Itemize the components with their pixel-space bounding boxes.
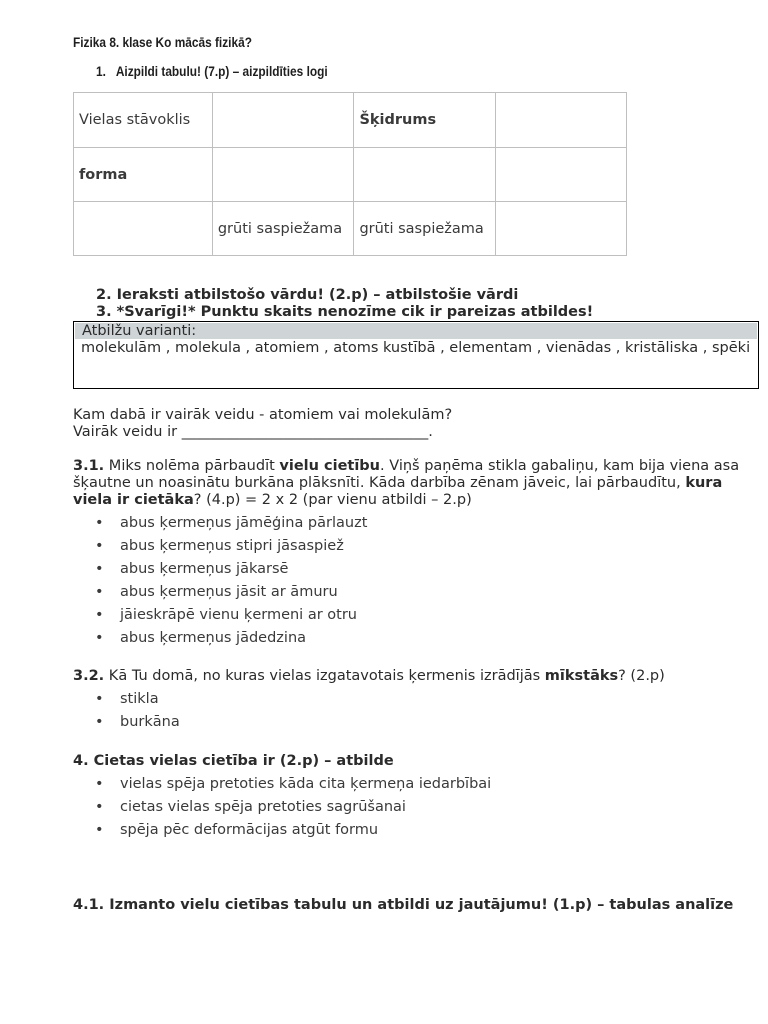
table-cell[interactable] <box>354 148 496 202</box>
table-cell[interactable] <box>496 148 627 202</box>
list-item[interactable] <box>95 822 491 845</box>
bullet-icon: • <box>95 714 104 730</box>
list-item[interactable] <box>95 691 180 714</box>
question-3-1-text: . Viņš paņēma stikla gabaliņu, kam bija viena asa šķautne un noasinātu burkāna plāksnīti. Kāda darbība zēnam jāveic, lai pārbaudītu, <box>73 458 740 491</box>
option-label: burkāna <box>120 714 180 730</box>
bullet-icon: • <box>95 561 104 577</box>
option-label: vielas spēja pretoties kāda cita ķermeņa iedarbībai <box>120 776 492 792</box>
question-3-1-text: Miks nolēma pārbaudīt <box>104 458 280 474</box>
bullet-icon: • <box>95 822 104 838</box>
table-cell[interactable] <box>496 202 627 256</box>
option-label: abus ķermeņus jādedzina <box>120 630 307 646</box>
question-3-1 <box>73 458 753 509</box>
table-cell: grūti saspiežama <box>212 202 354 256</box>
table-cell: forma <box>74 148 213 202</box>
list-item[interactable] <box>95 538 367 561</box>
answer-variants-box <box>73 321 759 389</box>
table-cell[interactable] <box>212 93 354 148</box>
list-item[interactable] <box>95 714 180 737</box>
table-cell[interactable] <box>212 148 354 202</box>
list-item[interactable] <box>95 776 491 799</box>
question-3-2-text: Kā Tu domā, no kuras vielas izgatavotais ķermenis izrādījās <box>104 668 545 684</box>
question-3-1-emphasis: kura viela ir cietāka <box>73 475 723 508</box>
question-3-2 <box>73 668 753 685</box>
bullet-icon: • <box>95 584 104 600</box>
table-row <box>74 148 627 202</box>
bullet-icon: • <box>95 630 104 646</box>
question-atoms-molecules: Kam dabā ir vairāk veidu - atomiem vai molekulām? <box>73 407 453 423</box>
table-row <box>74 93 627 148</box>
states-table <box>73 92 627 256</box>
question-3-1-number: 3.1. <box>73 458 105 474</box>
list-item[interactable] <box>95 561 367 584</box>
answer-variants-header: Atbilžu varianti: <box>75 323 757 339</box>
table-cell: Šķidrums <box>354 93 496 148</box>
table-cell[interactable] <box>74 202 213 256</box>
list-item[interactable] <box>95 607 367 630</box>
option-label: stikla <box>120 691 159 707</box>
list-item[interactable] <box>95 630 367 653</box>
option-label: abus ķermeņus jāsit ar āmuru <box>120 584 338 600</box>
question-4: 4. Cietas vielas cietība ir (2.p) – atbilde <box>73 753 394 769</box>
question-3-2-emphasis: mīkstāks <box>544 668 619 684</box>
table-row <box>74 202 627 256</box>
option-label: spēja pēc deformācijas atgūt formu <box>120 822 379 838</box>
answer-line-atoms-molecules[interactable]: Vairāk veidu ir __________________________________. <box>73 424 433 440</box>
option-label: cietas vielas spēja pretoties sagrūšanai <box>120 799 406 815</box>
bullet-icon: • <box>95 515 104 531</box>
list-item[interactable] <box>95 799 491 822</box>
table-cell[interactable] <box>496 93 627 148</box>
question-1 <box>96 64 328 79</box>
bullet-icon: • <box>95 538 104 554</box>
question-3-2-number: 3.2. <box>73 668 105 684</box>
answer-variants-list: molekulām , molekula , atomiem , atoms kustībā , elementam , vienādas , kristāliska , spēki <box>81 340 751 356</box>
question-4-options <box>95 776 491 845</box>
option-label: abus ķermeņus jākarsē <box>120 561 289 577</box>
bullet-icon: • <box>95 799 104 815</box>
page-title: Fizika 8. klase Ko mācās fizikā? <box>73 35 252 50</box>
question-1-number: 1. <box>96 64 106 79</box>
question-3-1-options <box>95 515 367 653</box>
option-label: abus ķermeņus jāmēģina pārlauzt <box>120 515 368 531</box>
question-2: 2. Ieraksti atbilstošo vārdu! (2.p) – atbilstošie vārdi <box>96 287 519 303</box>
table-cell: Vielas stāvoklis <box>74 93 213 148</box>
option-label: abus ķermeņus stipri jāsaspiež <box>120 538 344 554</box>
question-3-1-text: ? (4.p) = 2 x 2 (par vienu atbildi – 2.p) <box>193 492 472 508</box>
question-3-1-emphasis: vielu cietību <box>279 458 381 474</box>
question-3: 3. *Svarīgi!* Punktu skaits nenozīme cik ir pareizas atbildes! <box>96 304 594 320</box>
table-cell: grūti saspiežama <box>354 202 496 256</box>
bullet-icon: • <box>95 776 104 792</box>
bullet-icon: • <box>95 607 104 623</box>
question-4-1: 4.1. Izmanto vielu cietības tabulu un atbildi uz jautājumu! (1.p) – tabulas analīze <box>73 897 734 913</box>
list-item[interactable] <box>95 515 367 538</box>
bullet-icon: • <box>95 691 104 707</box>
list-item[interactable] <box>95 584 367 607</box>
question-1-text: Aizpildi tabulu! (7.p) – aizpildīties logi <box>115 64 328 79</box>
question-3-2-options <box>95 691 180 737</box>
question-3-2-text: ? (2.p) <box>618 668 665 684</box>
option-label: jāieskrāpē vienu ķermeni ar otru <box>120 607 357 623</box>
